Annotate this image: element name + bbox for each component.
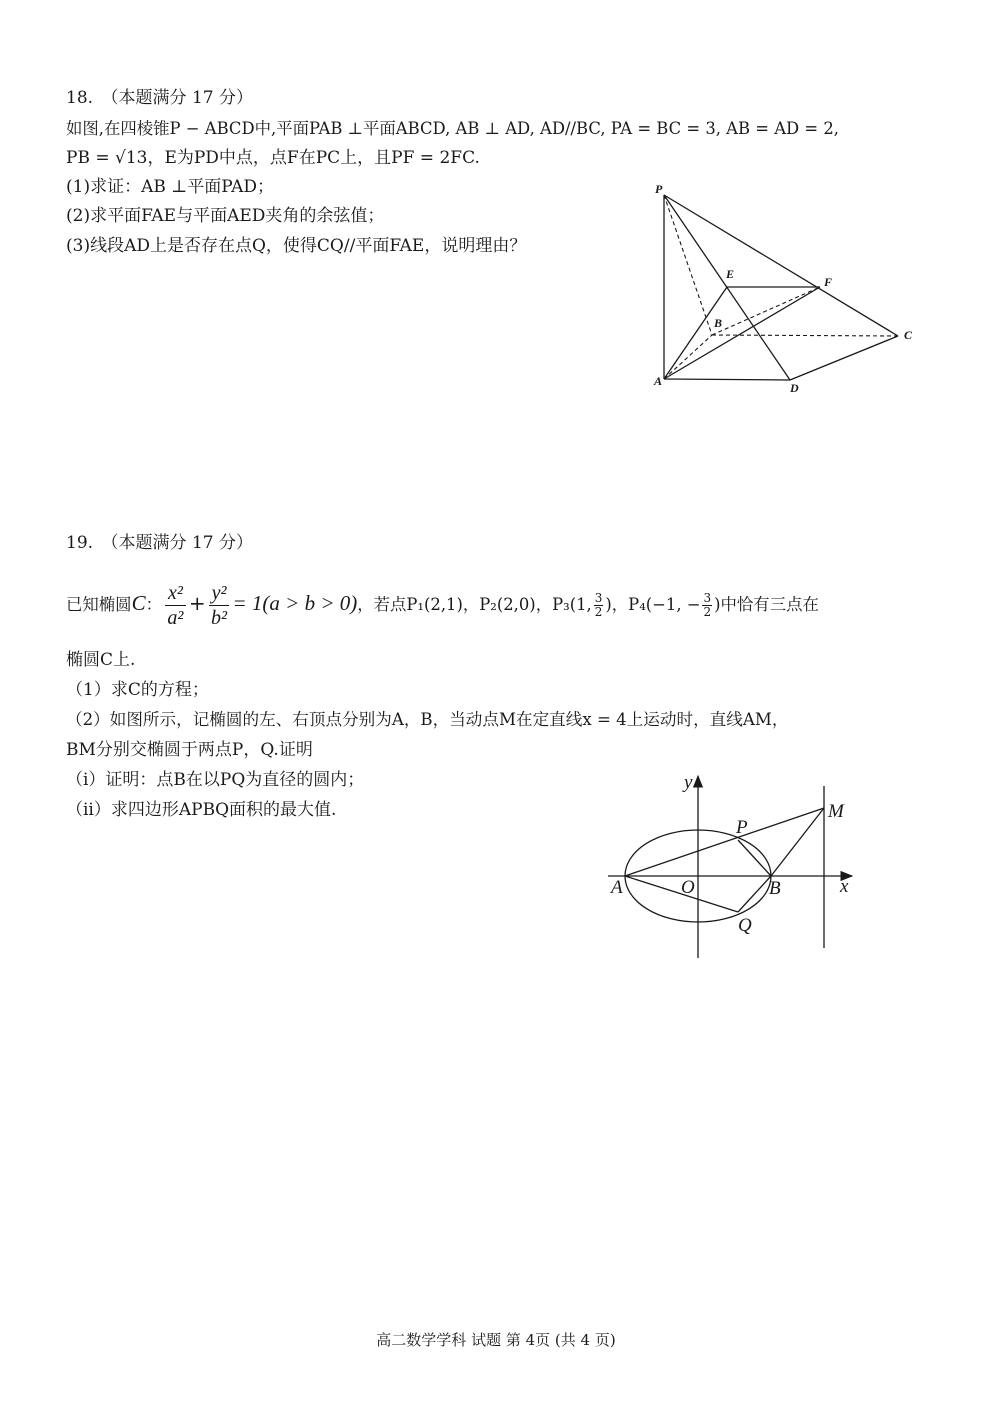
q19-curve-name: C [131, 591, 146, 615]
eq-rhs: = 1(a > b > 0) [232, 591, 358, 615]
label-E: E [726, 267, 735, 281]
label-y: y [684, 772, 693, 793]
q19-colon: ： [145, 595, 162, 614]
q19-ellipse-figure [600, 765, 870, 965]
p4-fraction: $\frac{3}{2}$ [703, 591, 712, 619]
label-M: M [828, 801, 844, 822]
q18-statement-line2: PB = √13，E为PD中点，点F在PC上，且PF = 2FC. [66, 148, 480, 168]
q19-p4-text: )，P₄(−1, − [605, 595, 701, 614]
q19-subpart1: （i）证明：点B在以PQ为直径的圆内； [66, 770, 365, 790]
label-Q: Q [738, 915, 752, 936]
label-B: B [769, 878, 781, 899]
line-BM [771, 808, 824, 876]
q18-part2: (2)求平面FAE与平面AED夹角的余弦值； [66, 206, 385, 226]
label-A: A [654, 374, 663, 388]
label-x: x [840, 876, 849, 897]
eq-x-fraction: $\frac{\text{x²}}{\text{a²}}$ [165, 581, 186, 630]
q19-subpart2: （ii）求四边形APBQ面积的最大值. [66, 800, 337, 820]
page-footer: 高二数学学科 试题 第 4页 (共 4 页) [376, 1331, 616, 1349]
eq-plus: + [188, 591, 206, 615]
q18-header: 18. （本题满分 17 分） [66, 88, 253, 108]
q19-part1: （1）求C的方程； [66, 680, 209, 700]
q19-points-text: ，若点P₁(2,1)，P₂(2,0)，P₃(1, [357, 595, 592, 614]
p3-fraction: $\frac{3}{2}$ [594, 591, 603, 619]
label-O: O [681, 877, 695, 898]
label-F: F [824, 275, 833, 289]
line-AM [625, 808, 824, 876]
q19-part2-line2: BM分别交椭圆于两点P，Q.证明 [66, 740, 313, 760]
q19-header: 19. （本题满分 17 分） [66, 533, 253, 553]
label-D: D [790, 381, 799, 395]
q19-statement-line2: 椭圆C上. [66, 650, 136, 670]
label-A: A [611, 877, 623, 898]
q18-part3: (3)线段AD上是否存在点Q，使得CQ//平面FAE，说明理由？ [66, 236, 527, 256]
label-C: C [904, 328, 913, 342]
q18-pyramid-figure [640, 175, 930, 400]
label-P: P [655, 182, 663, 196]
q18-part1: (1)求证：AB ⊥平面PAD； [66, 177, 275, 197]
q19-part2-line1: （2）如图所示，记椭圆的左、右顶点分别为A，B，当动点M在定直线x = 4上运动时，直线AM， [66, 710, 789, 729]
q19-intro-prefix: 已知椭圆 [66, 595, 132, 614]
q18-statement-line1: 如图,在四棱锥P − ABCD中,平面PAB ⊥平面ABCD, AB ⊥ AD, AD//BC, PA = BC = 3, AB = AD = 2, [66, 119, 839, 138]
q19-intro-suffix: )中恰有三点在 [714, 595, 819, 614]
label-P: P [736, 817, 748, 838]
q19-statement-line1 [66, 578, 819, 630]
label-B: B [714, 316, 723, 330]
eq-y-fraction: $\frac{\text{y²}}{\text{b²}}$ [209, 581, 230, 630]
